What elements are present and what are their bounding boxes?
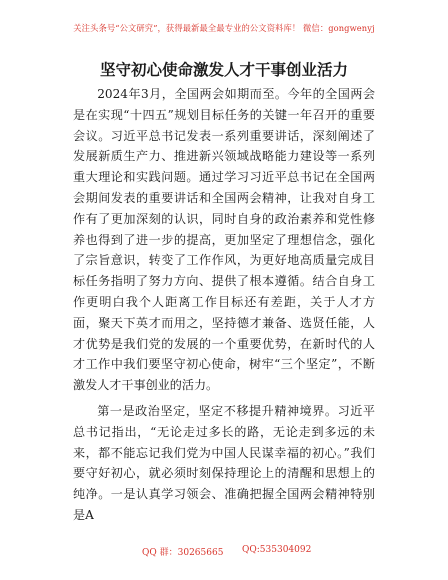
header-note: 关注头条号“公文研究”，获得最新最全最专业的公文资料库！ 微信：gongwenyj: [73, 23, 375, 33]
document-body: [73, 84, 375, 526]
document-title: 坚守初心使命激发人才干事创业活力: [99, 60, 348, 79]
paragraph: 第一是政治坚定，坚定不移提升精神境界。习近平总书记指出，“无论走过多长的路，无论走到多远的未来，都不能忘记我们党为中国人民谋幸福的初心。”我们要守好初心，就必须时刻保持理论上的清醒和思想上的纯净。一是认真学习领会、准确把握全国两会精神特别是A: [73, 403, 375, 522]
paragraph: 2024年3月，全国两会如期而至。今年的全国两会是在实现“十四五”规划目标任务的关键一年召开的重要会议。习近平总书记发表一系列重要讲话，深刻阐述了发展新质生产力、推进新兴领域战略能力建设等一系列重大理论和实践问题。通过学习习近平总书记在全国两会期间发表的重要讲话和全国两会精神，让我对自身工作有了更加深刻的认识，同时自身的政治素养和党性修养也得到了进一步的提高，更加坚定了理想信念，强化了宗旨意识，转变了工作作风，为更好地高质量完成目标任务指明了努力方向、提供了根本遵循。结合自身工作更明白我个人距离工作目标还有差距，关于人才方面，聚天下英才而用之，坚持德才兼备、选贤任能，人才优势是我们党的发展的一个重要优势，在新时代的人才工作中我们要坚守初心使命，树牢“三个坚定”，不断激发人才干事创业的活力。: [73, 87, 375, 393]
footer-qq-group: QQ 群：30265665: [142, 548, 224, 558]
footer-qq-contact: QQ:535304092: [242, 545, 312, 555]
